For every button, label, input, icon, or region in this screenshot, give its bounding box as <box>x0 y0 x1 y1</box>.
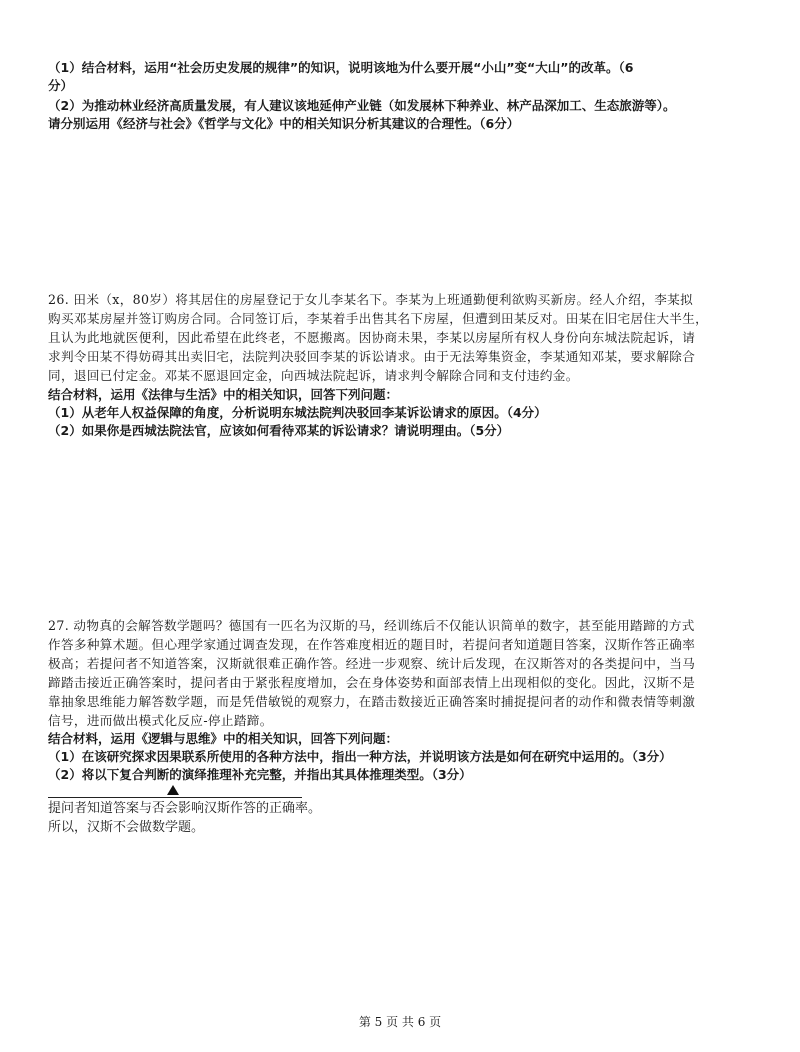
q27-material-line: 27. 动物真的会解答数学题吗？德国有一匹名为汉斯的马，经训练后不仅能认识简单的数字，甚至能用踏蹄的方式 <box>48 618 695 633</box>
q27-material-line: 作答多种算术题。但心理学家通过调查发现，在作答难度相近的题目时，若提问者知道题目答案，汉斯作答正确率 <box>48 637 696 652</box>
q26-material-line: 求判令田某不得妨碍其出卖旧宅，法院判决驳回李某的诉讼请求。由于无法筹集资金，李某通知邓某，要求解除合 <box>48 349 696 364</box>
q26-material-line: 且认为此地就医便利，因此希望在此终老，不愿搬离。因协商未果，李某以房屋所有权人身份向东城法院起诉，请 <box>48 330 696 345</box>
q26-part1: （1）从老年人权益保障的角度，分析说明东城法院判决驳回李某诉讼请求的原因。（4分） <box>48 405 547 420</box>
q27-material-line: 靠抽象思维能力解答数学题，而是凭借敏锐的观察力，在踏击数接近正确答案时捕捉提问者的动作和微表情等刺激 <box>48 694 696 709</box>
page-footer: 第 5 页 共 6 页 <box>358 1015 442 1029</box>
blank-marker-triangle <box>167 785 179 795</box>
q27-conclusion: 所以，汉斯不会做数学题。 <box>48 820 205 835</box>
answer-blank-line <box>48 797 302 798</box>
q26-instruction: 结合材料，运用《法律与生活》中的相关知识，回答下列问题： <box>48 387 399 402</box>
q27-material-line: 蹄踏击接近正确答案时，提问者由于紧张程度增加，会在身体姿势和面部表情上出现相似的变化。因此，汉斯不是 <box>48 675 696 690</box>
q26-material-line: 购买邓某房屋并签订购房合同。合同签订后，李某着手出售其名下房屋，但遭到田某反对。田某在旧宅居住大半生， <box>48 311 709 326</box>
q26-material-line: 同，退回已付定金。邓某不愿退回定金，向西城法院起诉，请求判令解除合同和支付违约金。 <box>48 368 579 383</box>
q27-material-line: 极高；若提问者不知道答案，汉斯就很难正确作答。经进一步观察、统计后发现，在汉斯答对的各类提问中，当马 <box>48 656 696 671</box>
q25-part1-line2: 分） <box>48 78 74 93</box>
q25-part2-line2: 请分别运用《经济与社会》《哲学与文化》中的相关知识分析其建议的合理性。（6分） <box>48 116 520 131</box>
q27-material-line: 信号，进而做出模式化反应-停止踏蹄。 <box>48 713 273 728</box>
q26-part2: （2）如果你是西城法院法官，应该如何看待邓某的诉讼请求？请说明理由。（5分） <box>48 423 510 438</box>
q27-part1: （1）在该研究探求因果联系所使用的各种方法中，指出一种方法，并说明该方法是如何在研究中运用的。（3分） <box>48 749 672 764</box>
q26-material-line: 26. 田米（x，80岁）将其居住的房屋登记于女儿李某名下。李某为上班通勤便利欲购买新房。经人介绍，李某拟 <box>48 292 694 307</box>
q27-part2: （2）将以下复合判断的演绎推理补充完整，并指出其具体推理类型。（3分） <box>48 767 472 782</box>
q25-part2-line1: （2）为推动林业经济高质量发展，有人建议该地延伸产业链（如发展林下种养业、林产品深加工、生态旅游等）。 <box>48 98 676 113</box>
q27-instruction: 结合材料，运用《逻辑与思维》中的相关知识，回答下列问题： <box>48 731 399 746</box>
q25-part1-line1: （1）结合材料，运用“社会历史发展的规律”的知识，说明该地为什么要开展“小山”变“大山”的改革。（6 <box>48 60 634 75</box>
q27-premise: 提问者知道答案与否会影响汉斯作答的正确率。 <box>48 801 322 816</box>
